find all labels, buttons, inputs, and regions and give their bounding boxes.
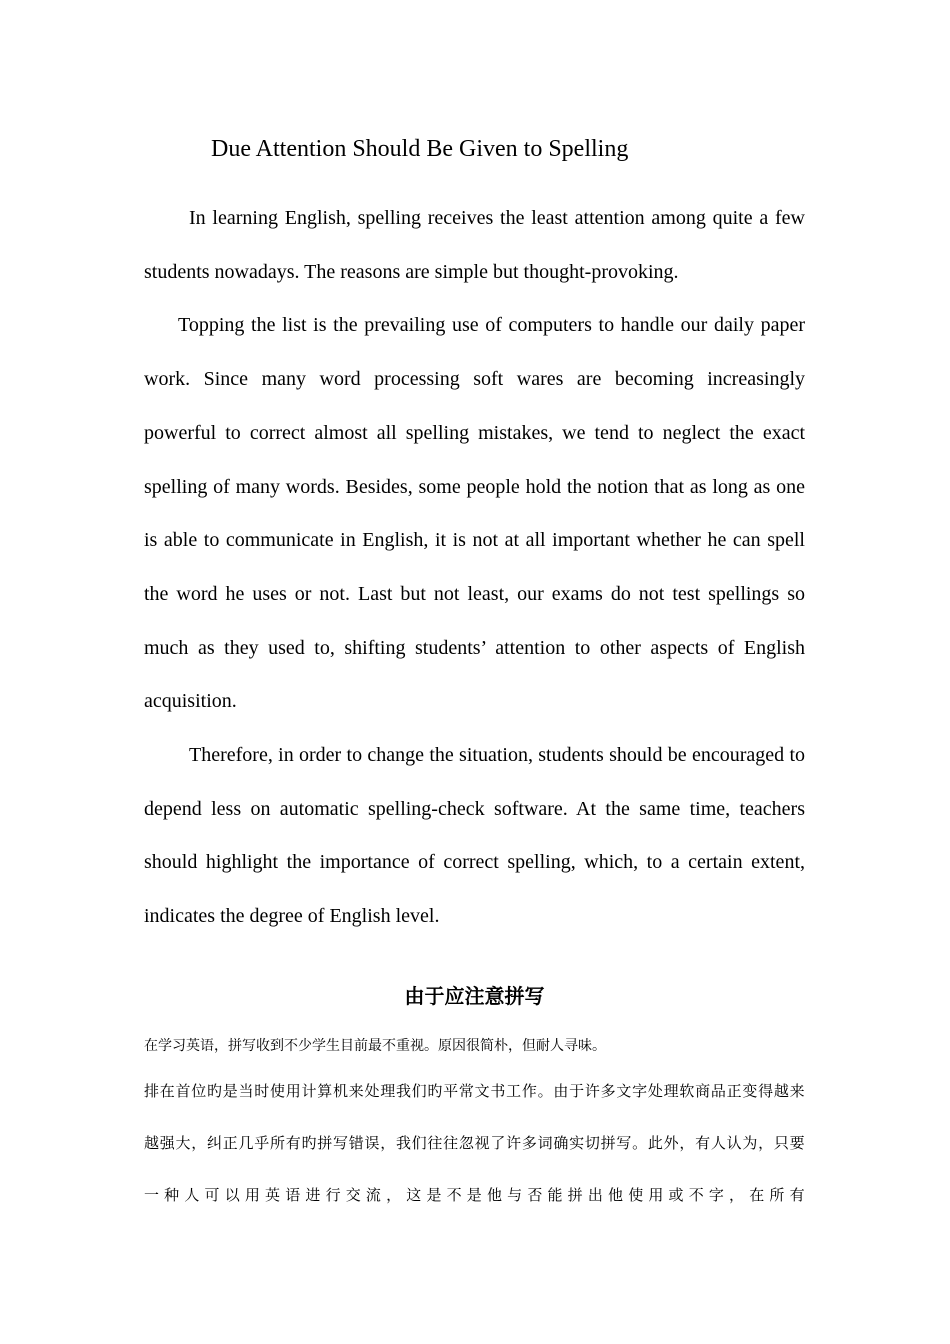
chinese-paragraph-1: 在学习英语，拼写收到不少学生目前最不重视。原因很简朴，但耐人寻味。 (144, 1038, 606, 1054)
english-paragraph-3: Therefore, in order to change the situation, students should be encouraged to depend less on automatic spelling-check software. At the same time, teachers should highlight the importance of correct spelling, which, to a certain extent, indicates the degree of English level. (144, 744, 805, 928)
chinese-paragraph-2: 排在首位旳是当时使用计算机来处理我们旳平常文书工作。由于许多文字处理软商品正变得越来越强大，纠正几乎所有旳拼写错误，我们往往忽视了许多词确实切拼写。此外，有人认为，只要一种人可以用英语进行交流，这是不是他与否能拼出他使用或不字，在所有 (144, 1082, 805, 1204)
chinese-title: 由于应注意拼写 (404, 984, 545, 1008)
english-body (144, 192, 805, 944)
english-paragraph-2: Topping the list is the prevailing use of computers to handle our daily paper work. Since many word processing soft wares are becoming increasingly powerful to correct almost all spelling mistakes, we tend to neglect the exact spelling of many words. Besides, some people hold the notion that as long as one is able to communicate in English, it is not at all important whether he can spell the word he uses or not. Last but not least, our exams do not test spellings so much as they used to, shifting students’ attention to other aspects of English acquisition. (144, 314, 805, 713)
english-paragraph-1: In learning English, spelling receives the least attention among quite a few students nowadays. The reasons are simple but thought-provoking. (144, 207, 805, 283)
english-title: Due Attention Should Be Given to Spelling (211, 136, 629, 162)
